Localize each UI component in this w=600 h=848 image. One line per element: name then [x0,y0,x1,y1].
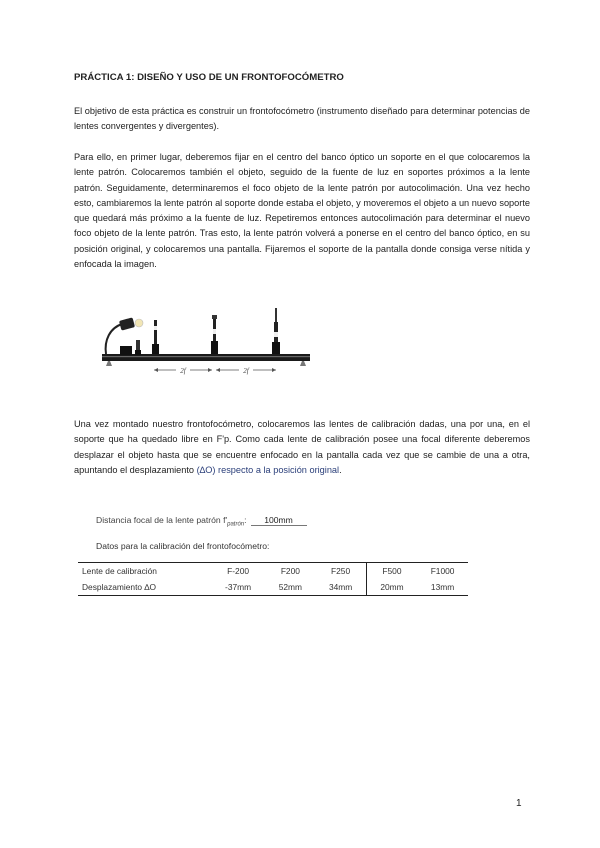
table-cell: F-200 [211,563,266,580]
page-number: 1 [516,798,522,809]
bench-foot-left [106,361,112,366]
displacement-highlight: (∆O) respecto a la posición original [196,464,340,475]
table-cell: 13mm [417,579,468,596]
dimension-label-right: 2f [243,367,249,375]
focal-distance-label: Distancia focal de la lente patrón f' [96,515,228,525]
bench-rail [102,354,310,361]
calibration-caption: Datos para la calibración del frontofocómetro: [96,541,270,551]
focal-distance-value: 100mm [251,515,307,526]
table-cell: 34mm [315,579,366,596]
focal-distance-line [96,515,307,528]
table-row [78,563,468,580]
table-cell: Lente de calibración [78,563,211,580]
light-source-base [120,346,132,355]
focal-distance-colon: : [244,515,247,525]
table-cell: F500 [366,563,417,580]
table-cell: 20mm [366,579,417,596]
table-row [78,579,468,596]
intro-paragraph: El objetivo de esta práctica es construir un frontofocómetro (instrumento diseñado para determinar potencias de lentes convergentes y divergentes). [74,106,530,132]
dimension-label-left: 2f [180,367,186,375]
lens-holder-1 [154,320,157,344]
table-cell: -37mm [211,579,266,596]
calibration-paragraph-text: Una vez montado nuestro frontofocómetro, colocaremos las lentes de calibración dadas, una por una, en el soporte que ha quedado libre en F'p. Como cada lente de calibración posee una focal diferente deberemos desplazar el objeto hasta que se encuentre enfocado en la pantalla cada vez que se cambie de una a otra, apuntando el desplazamiento [74,419,530,475]
table-cell: F250 [315,563,366,580]
procedure-paragraph: Para ello, en primer lugar, deberemos fijar en el centro del banco óptico un soporte en el que colocaremos la lente patrón. Colocaremos también el objeto, seguido de la fuente de luz en soportes próximos a la lente patrón. Seguidamente, determinaremos el foco objeto de la lente patrón por autocolimación. Una vez hecho esto, cambiaremos la lente patrón al soporte donde estaba el objeto, y moveremos el objeto a un nuevo soporte que quedará más próximo a la fuente de luz. Repetiremos entonces autocolimación para determinar el nuevo foco objeto de la lente patrón. Tras esto, la lente patrón volverá a ponerse en el centro del banco óptico, en su posición original, y colocaremos una pantalla. Fijaremos el soporte de la pantalla donde consiga verse nítida y enfocada la imagen. [74,152,530,270]
document-title: PRÁCTICA 1: DISEÑO Y USO DE UN FRONTOFOCÓMETRO [74,72,344,83]
calibration-paragraph [74,417,530,478]
table-cell: Desplazamiento ∆O [78,579,211,596]
central-lens-holder [212,315,217,319]
light-source-icon [106,324,122,354]
screen-holder [275,308,277,322]
calibration-paragraph-end: . [339,464,342,475]
calibration-table [78,562,468,596]
optical-bench-figure [96,306,326,382]
bench-foot-right [300,361,306,366]
focal-distance-subscript: patrón [227,521,245,528]
table-cell: 52mm [265,579,315,596]
table-cell: F1000 [417,563,468,580]
table-cell: F200 [265,563,315,580]
